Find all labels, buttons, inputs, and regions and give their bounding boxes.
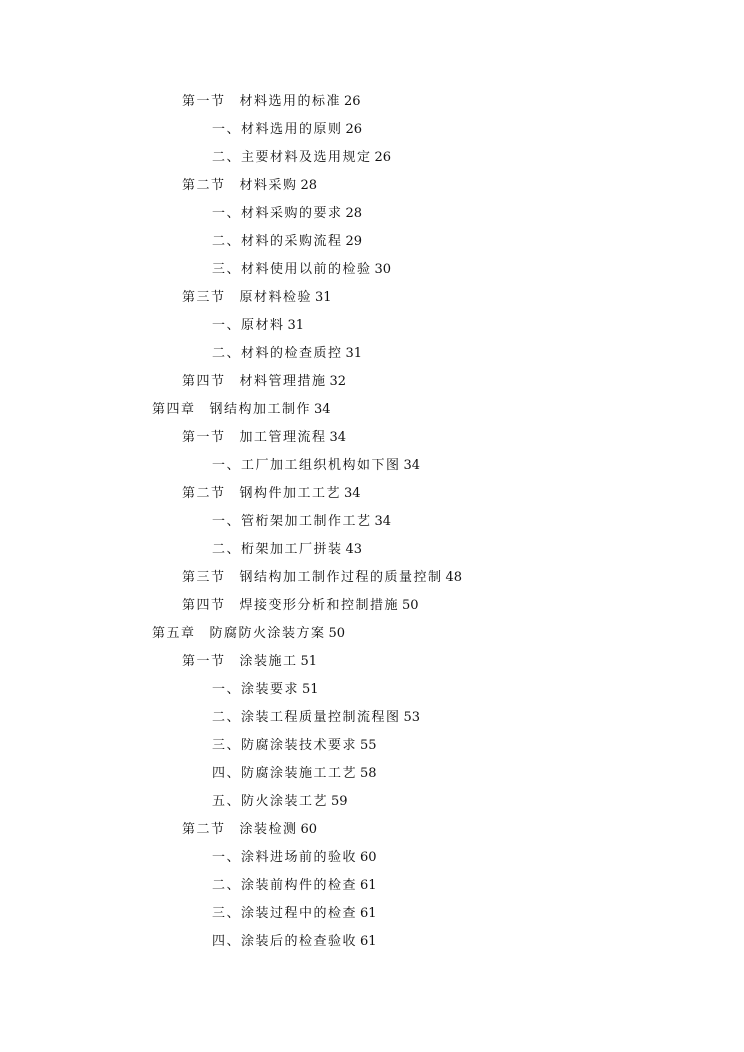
toc-subsection[interactable] bbox=[0, 256, 744, 284]
toc-entry-title: 涂装检测 bbox=[239, 822, 298, 837]
toc-subsection[interactable] bbox=[0, 872, 744, 900]
toc-entry-title: 原材料检验 bbox=[239, 290, 313, 305]
toc-page-number: 43 bbox=[345, 542, 363, 557]
toc-entry-title: 二、涂装工程质量控制流程图 bbox=[212, 710, 401, 725]
toc-entry-title: 钢结构加工制作 bbox=[209, 402, 312, 417]
toc-entry-label: 第二节 bbox=[182, 822, 226, 837]
toc-subsection[interactable] bbox=[0, 536, 744, 564]
toc-page-number: 31 bbox=[315, 290, 332, 305]
toc-entry-title: 一、原材料 bbox=[212, 318, 285, 333]
toc-entry-title: 一、涂料进场前的验收 bbox=[212, 850, 358, 865]
toc-entry-title: 五、防火涂装工艺 bbox=[212, 794, 329, 809]
toc-page-number: 60 bbox=[360, 850, 377, 865]
toc-page-number: 34 bbox=[344, 486, 361, 501]
toc-entry-title: 钢构件加工工艺 bbox=[239, 486, 342, 501]
toc-entry-title: 一、涂装要求 bbox=[212, 682, 300, 697]
toc-entry-label: 第四节 bbox=[182, 598, 226, 613]
toc-chapter[interactable] bbox=[0, 396, 744, 424]
toc-subsection[interactable] bbox=[0, 844, 744, 872]
toc-page-number: 34 bbox=[314, 402, 331, 417]
toc-section[interactable] bbox=[0, 172, 744, 200]
toc-section[interactable] bbox=[0, 424, 744, 452]
toc-page-number: 26 bbox=[374, 150, 392, 165]
toc-subsection[interactable] bbox=[0, 340, 744, 368]
toc-entry-title: 一、材料采购的要求 bbox=[212, 206, 343, 221]
toc-entry-title: 一、材料选用的原则 bbox=[212, 122, 343, 137]
toc-page-number: 29 bbox=[345, 234, 363, 249]
toc-page-number: 61 bbox=[360, 878, 377, 893]
toc-page-number: 31 bbox=[287, 318, 305, 333]
toc-page-number: 32 bbox=[329, 374, 347, 389]
toc-page-number: 31 bbox=[345, 346, 363, 361]
toc-subsection[interactable] bbox=[0, 144, 744, 172]
toc-page-number: 58 bbox=[360, 766, 377, 781]
toc-entry-title: 加工管理流程 bbox=[239, 430, 327, 445]
toc-section[interactable] bbox=[0, 648, 744, 676]
toc-page-number: 61 bbox=[360, 906, 377, 921]
toc-entry-title: 一、工厂加工组织机构如下图 bbox=[212, 458, 401, 473]
toc-entry-title: 四、防腐涂装施工工艺 bbox=[212, 766, 358, 781]
toc-subsection[interactable] bbox=[0, 116, 744, 144]
toc-section[interactable] bbox=[0, 284, 744, 312]
toc-subsection[interactable] bbox=[0, 676, 744, 704]
toc-entry-title: 材料采购 bbox=[239, 178, 298, 193]
toc-entry-label: 第三节 bbox=[182, 570, 226, 585]
toc-entry-title: 二、主要材料及选用规定 bbox=[212, 150, 372, 165]
toc-page-number: 34 bbox=[374, 514, 392, 529]
toc-subsection[interactable] bbox=[0, 704, 744, 732]
toc-subsection[interactable] bbox=[0, 508, 744, 536]
toc-entry-title: 二、涂装前构件的检查 bbox=[212, 878, 358, 893]
toc-entry-title: 焊接变形分析和控制措施 bbox=[239, 598, 400, 613]
toc-entry-title: 涂装施工 bbox=[239, 654, 298, 669]
toc-page-number: 53 bbox=[403, 710, 421, 725]
toc-section[interactable] bbox=[0, 480, 744, 508]
toc-entry-title: 防腐防火涂装方案 bbox=[209, 626, 326, 641]
toc-entry-title: 三、涂装过程中的检查 bbox=[212, 906, 358, 921]
toc-page-number: 59 bbox=[331, 794, 348, 809]
toc-page-number: 34 bbox=[329, 430, 347, 445]
toc-entry-title: 三、防腐涂装技术要求 bbox=[212, 738, 358, 753]
toc-entry-label: 第五章 bbox=[152, 626, 196, 641]
toc-entry-title: 材料选用的标准 bbox=[239, 94, 342, 109]
toc-section[interactable] bbox=[0, 88, 744, 116]
toc-entry-title: 钢结构加工制作过程的质量控制 bbox=[239, 570, 443, 585]
toc-subsection[interactable] bbox=[0, 452, 744, 480]
toc-page-number: 26 bbox=[345, 122, 363, 137]
toc-page-number: 60 bbox=[300, 822, 318, 837]
toc-page-number: 61 bbox=[360, 934, 377, 949]
toc-page-number: 28 bbox=[300, 178, 318, 193]
toc-entry-title: 二、桁架加工厂拼装 bbox=[212, 542, 343, 557]
toc-entry-label: 第一节 bbox=[182, 430, 226, 445]
toc-section[interactable] bbox=[0, 368, 744, 396]
toc-subsection[interactable] bbox=[0, 732, 744, 760]
toc-entry-label: 第二节 bbox=[182, 486, 226, 501]
toc-subsection[interactable] bbox=[0, 900, 744, 928]
toc-page-number: 26 bbox=[344, 94, 361, 109]
toc-page-number: 50 bbox=[402, 598, 419, 613]
toc-entry-label: 第一节 bbox=[182, 94, 226, 109]
toc-page-number: 48 bbox=[445, 570, 463, 585]
toc-entry-title: 二、材料的采购流程 bbox=[212, 234, 343, 249]
toc-entry-title: 二、材料的检查质控 bbox=[212, 346, 343, 361]
toc-page-number: 28 bbox=[345, 206, 363, 221]
toc-subsection[interactable] bbox=[0, 760, 744, 788]
table-of-contents bbox=[0, 88, 744, 956]
toc-entry-label: 第一节 bbox=[182, 654, 226, 669]
toc-entry-title: 材料管理措施 bbox=[239, 374, 327, 389]
toc-subsection[interactable] bbox=[0, 228, 744, 256]
toc-page-number: 51 bbox=[302, 682, 319, 697]
toc-entry-label: 第三节 bbox=[182, 290, 226, 305]
toc-page-number: 34 bbox=[403, 458, 421, 473]
toc-page-number: 51 bbox=[300, 654, 318, 669]
toc-page-number: 30 bbox=[374, 262, 392, 277]
toc-page-number: 50 bbox=[328, 626, 346, 641]
toc-section[interactable] bbox=[0, 564, 744, 592]
toc-subsection[interactable] bbox=[0, 788, 744, 816]
toc-entry-title: 四、涂装后的检查验收 bbox=[212, 934, 358, 949]
toc-subsection[interactable] bbox=[0, 928, 744, 956]
toc-section[interactable] bbox=[0, 592, 744, 620]
toc-entry-label: 第四节 bbox=[182, 374, 226, 389]
toc-entry-label: 第二节 bbox=[182, 178, 226, 193]
toc-chapter[interactable] bbox=[0, 620, 744, 648]
toc-subsection[interactable] bbox=[0, 312, 744, 340]
toc-entry-title: 一、管桁架加工制作工艺 bbox=[212, 514, 372, 529]
toc-entry-title: 三、材料使用以前的检验 bbox=[212, 262, 372, 277]
toc-entry-label: 第四章 bbox=[152, 402, 196, 417]
toc-subsection[interactable] bbox=[0, 200, 744, 228]
toc-page-number: 55 bbox=[360, 738, 377, 753]
toc-section[interactable] bbox=[0, 816, 744, 844]
